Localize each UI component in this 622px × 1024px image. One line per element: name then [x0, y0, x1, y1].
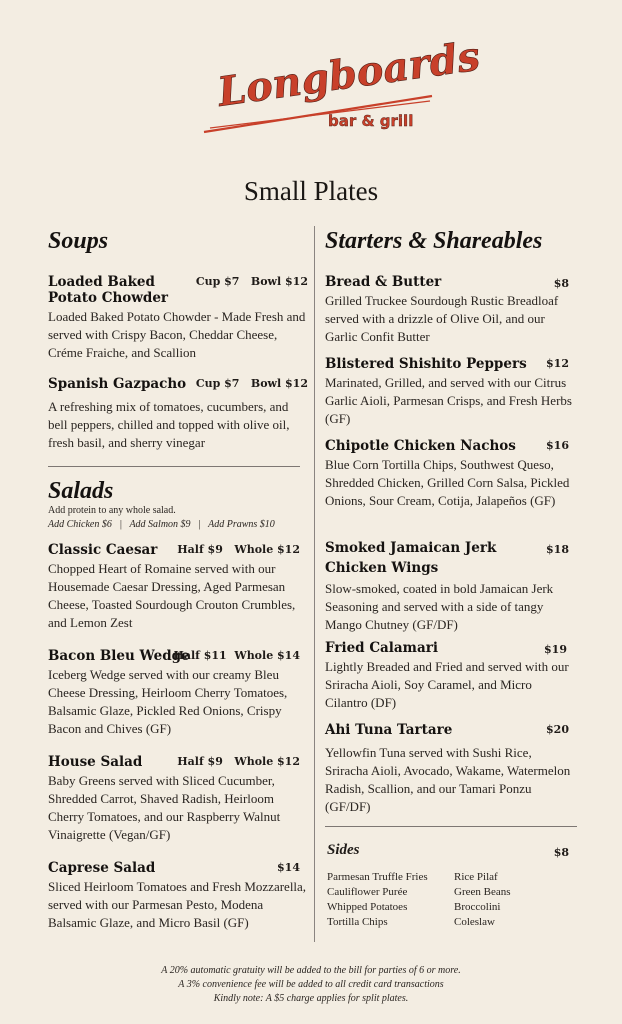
menu-item [48, 860, 308, 932]
item-name: Spanish Gazpacho [48, 376, 187, 392]
item-description: Chopped Heart of Romaine served with our Housemade Caesar Dressing, Aged Parmesan Cheese, Toasted Sourdough Crouton Crumbles, and Lemon Zest [48, 561, 296, 630]
side-item: Parmesan Truffle Fries [327, 871, 428, 883]
svg-text:bar & grill: bar & grill [328, 112, 414, 130]
menu-item [325, 640, 577, 712]
item-name: Bacon Bleu Wedge [48, 648, 190, 664]
card-fee-note: A 3% convenience fee will be added to all credit card transactions [178, 979, 444, 990]
menu-item [48, 376, 308, 452]
svg-text:Longboards: Longboards [214, 32, 483, 116]
logo [200, 32, 483, 140]
item-description: Iceberg Wedge served with our creamy Bleu Cheese Dressing, Heirloom Cherry Tomatoes, Balsamic Glaze, Pickled Red Onions, Crispy Bacon and Chives (GF) [48, 667, 288, 736]
side-item: Coleslaw [454, 916, 495, 928]
item-name: Smoked Jamaican Jerk Chicken Wings [325, 540, 497, 576]
section-divider [325, 826, 577, 827]
item-price: Cup $7 Bowl $12 [195, 377, 308, 390]
item-price: Half $9 Whole $12 [177, 543, 300, 556]
item-description: Grilled Truckee Sourdough Rustic Breadloaf served with a drizzle of Olive Oil, and our Garlic Confit Butter [325, 293, 559, 344]
item-name: House Salad [48, 754, 143, 770]
item-price: Half $11 Whole $14 [173, 649, 300, 662]
column-divider [314, 226, 315, 942]
side-item: Rice Pilaf [454, 871, 498, 883]
sides-price: $8 [553, 846, 569, 859]
protein-add-ons: Add Chicken $6 | Add Salmon $9 | Add Prawns $10 [48, 519, 275, 530]
item-name: Fried Calamari [325, 640, 438, 656]
gratuity-note: A 20% automatic gratuity will be added to the bill for parties of 6 or more. [161, 965, 461, 976]
item-price: $20 [546, 723, 569, 736]
menu-item [48, 648, 308, 738]
footer-notes [0, 964, 622, 1006]
menu-item [325, 722, 577, 816]
item-price: $16 [546, 439, 569, 452]
item-description: Sliced Heirloom Tomatoes and Fresh Mozzarella, served with our Parmesan Pesto, Modena Balsamic Glaze, and Micro Basil (GF) [48, 879, 307, 930]
item-name: Loaded Baked Potato Chowder [48, 274, 169, 306]
side-item: Green Beans [454, 886, 511, 898]
item-name: Blistered Shishito Peppers [325, 356, 527, 372]
item-price: Half $9 Whole $12 [177, 755, 300, 768]
item-name: Ahi Tuna Tartare [325, 722, 453, 738]
starters-heading: Starters & Shareables [325, 228, 543, 254]
sides-list-right [454, 870, 511, 930]
item-description: Baby Greens served with Sliced Cucumber, Shredded Carrot, Shaved Radish, Heirloom Cherry Tomatoes, and our Raspberry Walnut Vinaigrette (Vegan/GF) [48, 773, 281, 842]
item-description: Yellowfin Tuna served with Sushi Rice, Sriracha Aioli, Avocado, Wakame, Watermelon Radish, Scallion, and our Tamari Ponzu (GF/DF) [325, 745, 571, 814]
item-price: $19 [544, 643, 567, 656]
item-price: Cup $7 Bowl $12 [195, 275, 308, 288]
item-description: Marinated, Grilled, and served with our Citrus Garlic Aioli, Parmesan Crisps, and Fresh Herbs (GF) [325, 375, 572, 426]
item-name: Classic Caesar [48, 542, 158, 558]
item-description: Blue Corn Tortilla Chips, Southwest Queso, Shredded Chicken, Grilled Corn Salsa, Pickled Onions, Sour Cream, Cotija, Jalapeños (GF) [325, 457, 570, 508]
protein-note: Add protein to any whole salad. [48, 505, 176, 516]
item-price: $14 [277, 861, 300, 874]
menu-item [325, 538, 577, 634]
section-divider [48, 466, 300, 467]
side-item: Cauliflower Purée [327, 886, 408, 898]
salads-heading: Salads [48, 478, 114, 504]
item-description: Loaded Baked Potato Chowder - Made Fresh and served with Crispy Bacon, Cheddar Cheese, Créme Fraiche, and Scallion [48, 309, 306, 360]
side-item: Broccolini [454, 901, 501, 913]
side-item: Tortilla Chips [327, 916, 388, 928]
side-item: Whipped Potatoes [327, 901, 408, 913]
item-description: A refreshing mix of tomatoes, cucumbers, and bell peppers, chilled and topped with olive oil, fresh basil, and sherry vinegar [48, 399, 290, 450]
item-description: Slow-smoked, coated in bold Jamaican Jerk Seasoning and served with a side of tangy Mango Chutney (GF/DF) [325, 581, 554, 632]
item-name: Chipotle Chicken Nachos [325, 438, 516, 454]
item-name: Caprese Salad [48, 860, 156, 876]
item-description: Lightly Breaded and Fried and served with our Sriracha Aioli, Soy Caramel, and Micro Cilantro (DF) [325, 659, 569, 710]
soups-heading: Soups [48, 228, 109, 254]
menu-item [48, 274, 308, 362]
sides-list-left [327, 870, 428, 930]
split-plate-note: Kindly note: A $5 charge applies for split plates. [213, 993, 409, 1004]
menu-item [48, 754, 308, 844]
item-price: $18 [546, 543, 569, 556]
item-price: $8 [553, 277, 569, 290]
sides-heading: Sides [327, 842, 360, 858]
menu-item [325, 356, 577, 428]
menu-item [48, 542, 308, 632]
item-price: $12 [546, 357, 569, 370]
menu-item [325, 438, 577, 510]
item-name: Bread & Butter [325, 274, 442, 290]
page-title: Small Plates [243, 176, 379, 206]
menu-item [325, 274, 577, 346]
logo-graphic [200, 32, 483, 140]
